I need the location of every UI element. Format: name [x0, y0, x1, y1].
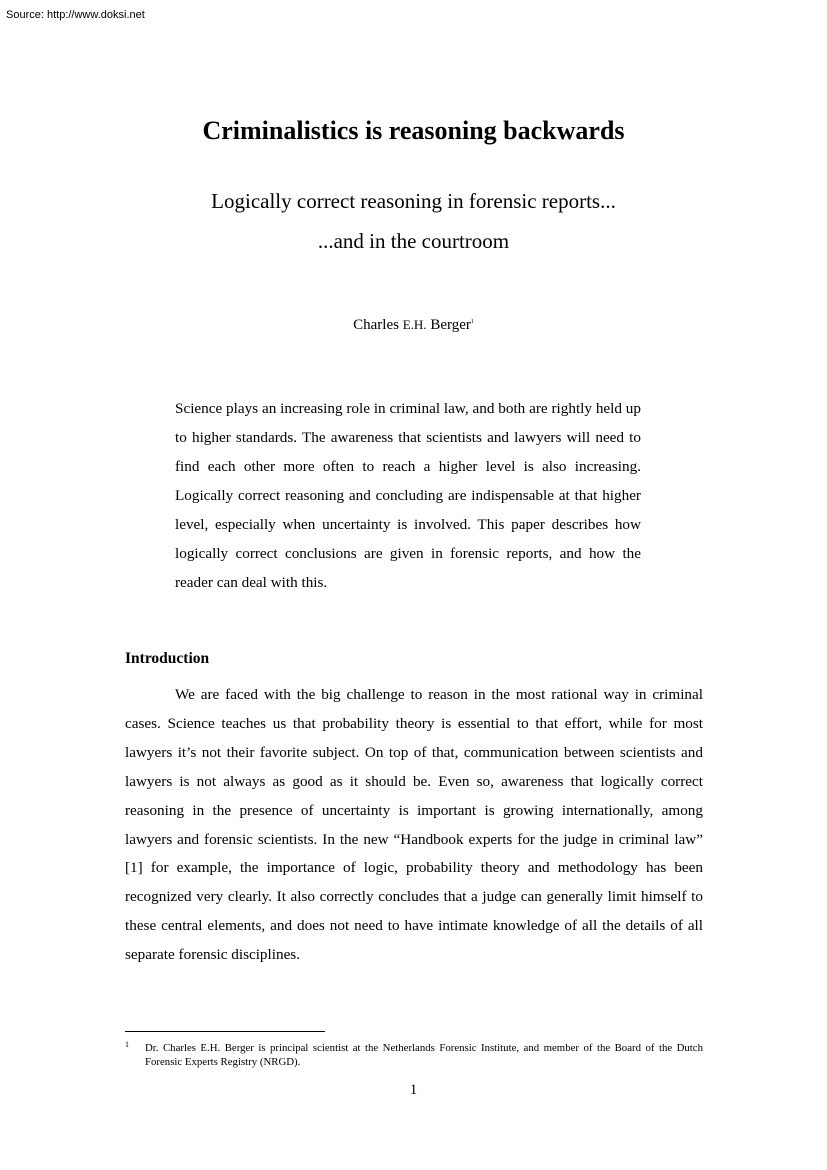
footnote-text: Dr. Charles E.H. Berger is principal scientist at the Netherlands Forensic Institute, and member of the Board of the Dutch Forensic Experts Registry (NRGD). — [145, 1042, 703, 1068]
author-initials: E.H. — [402, 317, 427, 332]
source-line: Source: http://www.doksi.net — [6, 9, 145, 21]
footnote-divider — [125, 1031, 325, 1032]
page-number: 1 — [409, 1082, 418, 1098]
author-last-name: Berger — [426, 317, 471, 333]
intro-paragraph: We are faced with the big challenge to reason in the most rational way in criminal cases. Science teaches us that probability theory is essential to that effort, while for most lawyers it’s not their favorite subject. On top of that, communication between scientists and lawyers is not always as good as it should be. Even so, awareness that logically correct reasoning in the presence of uncertainty is important is growing internationally, among lawyers and forensic scientists. In the new “Handbook experts for the judge in criminal law” [1] for example, the importance of logic, probability theory and methodology has been recognized very clearly. It also correctly concludes that a judge can generally limit himself to these central elements, and does not need to have intimate knowledge of all the details of all separate forensic disciplines. — [125, 686, 703, 964]
section-heading: Introduction — [125, 650, 210, 667]
author-first-name: Charles — [353, 317, 403, 333]
abstract: Science plays an increasing role in criminal law, and both are rightly held up to higher standards. The awareness that scientists and lawyers will need to find each other more often to reach a higher level is also increasing. Logically correct reasoning and concluding are indispensable at that higher level, especially when uncertainty is involved. This paper describes how logically correct conclusions are given in forensic reports, and how the reader can deal with this. — [175, 400, 641, 591]
subtitle-line-1: Logically correct reasoning in forensic reports... — [211, 189, 616, 213]
footnote — [125, 1041, 703, 1069]
paper-title: Criminalistics is reasoning backwards — [202, 116, 625, 145]
footnote-mark: 1 — [125, 1040, 129, 1049]
author-line — [0, 317, 827, 334]
subtitle-line-2: ...and in the courtroom — [317, 229, 510, 253]
author-footnote-mark: 1 — [470, 319, 474, 325]
